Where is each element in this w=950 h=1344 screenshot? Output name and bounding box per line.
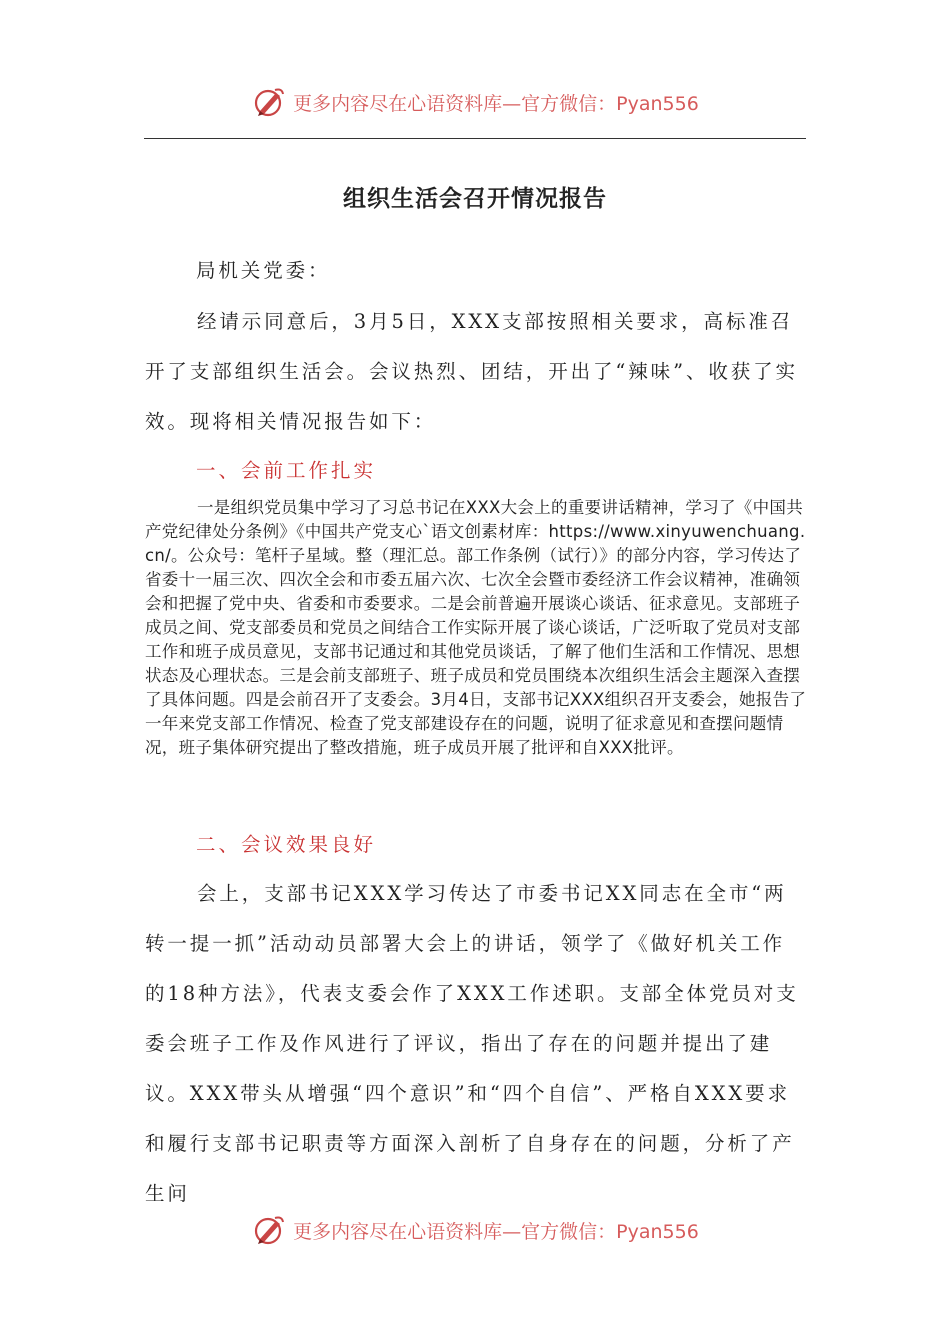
watermark-wechat-id: Pyan556 — [616, 1220, 699, 1243]
section-heading-1: 一、会前工作扎实 — [196, 459, 377, 482]
pen-logo-icon — [251, 1212, 287, 1248]
section-2-body: 会上，支部书记XXX学习传达了市委书记XX同志在全市“两转一提一抓”活动动员部署大会上的讲话，领学了《做好机关工作的18种方法》，代表支委会作了XXX工作述职。支部全体党员对支委会班子工作及作风进行了评议，指出了存在的问题并提出了建议。XXX带头从增强“四个意识”和“四个自信”、严格自XXX要求和履行支部书记职责等方面深入剖析了自身存在的问题，分析了产生问 — [145, 882, 799, 1205]
pen-logo-icon — [251, 84, 287, 120]
section-heading-2: 二、会议效果良好 — [196, 833, 377, 856]
watermark-wechat-id: Pyan556 — [616, 92, 699, 115]
intro-paragraph: 经请示同意后，3月5日，XXX支部按照相关要求，高标准召开了支部组织生活会。会议热烈、团结，开出了“辣味”、收获了实效。现将相关情况报告如下： — [145, 310, 798, 433]
watermark-text — [293, 1217, 699, 1244]
salutation: 局机关党委： — [196, 259, 331, 282]
watermark-text-cn: 更多内容尽在心语资料库—官方微信： — [293, 92, 617, 115]
footer-watermark — [0, 1210, 950, 1250]
watermark-text — [293, 89, 699, 116]
header-watermark — [0, 82, 950, 122]
watermark-text-cn: 更多内容尽在心语资料库—官方微信： — [293, 1220, 617, 1243]
header-divider — [144, 138, 806, 139]
document-title: 组织生活会召开情况报告 — [343, 186, 607, 212]
section-1-body: 一是组织党员集中学习了习总书记在XXX大会上的重要讲话精神，学习了《中国共产党纪律处分条例》《中国共产党支心`语文创素材库：https://www.xinyuwenchuang.cn/。公众号：笔杆子星域。整（理汇总。部工作条例（试行）》的部分内容，学习传达了省委十一届三次、四次全会和市委五届六次、七次全会暨市委经济工作会议精神，准确领会和把握了党中央、省委和市委要求。二是会前普遍开展谈心谈话、征求意见。支部班子成员之间、党支部委员和党员之间结合工作实际开展了谈心谈话，广泛听取了党员对支部工作和班子成员意见，支部书记通过和其他党员谈话，了解了他们生活和工作情况、思想状态及心理状态。三是会前支部班子、班子成员和党员围绕本次组织生活会主题深入查摆了具体问题。四是会前召开了支委会。3月4日，支部书记XXX组织召开支委会，她报告了一年来党支部工作情况、检查了党支部建设存在的问题，说明了征求意见和查摆问题情况，班子集体研究提出了整改措施，班子成员开展了批评和自XXX批评。 — [145, 498, 807, 757]
